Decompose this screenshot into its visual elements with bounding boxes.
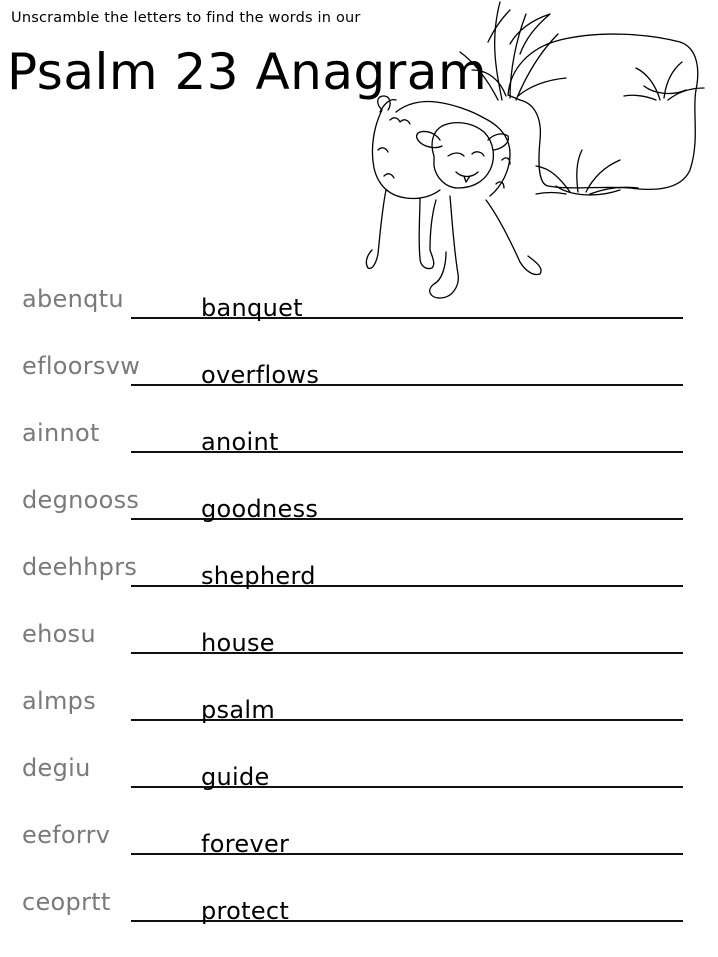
scrambled-word: almps (22, 687, 96, 715)
anagram-row (0, 553, 718, 620)
answer-word: forever (201, 830, 290, 858)
answer-word: protect (201, 897, 290, 925)
anagram-row (0, 754, 718, 821)
scrambled-word: deehhprs (22, 553, 138, 581)
scrambled-word: abenqtu (22, 285, 124, 313)
instruction-text: Unscramble the letters to find the words in our (11, 10, 361, 26)
scrambled-word: degnooss (22, 486, 140, 514)
scrambled-word: efloorsvw (22, 352, 141, 380)
anagram-row (0, 486, 718, 553)
answer-word: psalm (201, 696, 275, 724)
answer-word: overflows (201, 361, 320, 389)
anagram-row (0, 285, 718, 352)
scrambled-word: eeforrv (22, 821, 111, 849)
answer-word: house (201, 629, 275, 657)
answer-word: anoint (201, 428, 279, 456)
scrambled-word: degiu (22, 754, 91, 782)
answer-word: banquet (201, 294, 303, 322)
answer-word: goodness (201, 495, 319, 523)
scrambled-word: ehosu (22, 620, 96, 648)
anagram-row (0, 352, 718, 419)
anagram-row (0, 419, 718, 486)
anagram-row (0, 687, 718, 754)
scrambled-word: ainnot (22, 419, 100, 447)
page-title: Psalm 23 Anagram (7, 43, 488, 101)
answer-word: shepherd (201, 562, 316, 590)
anagram-row (0, 821, 718, 888)
anagram-row (0, 620, 718, 687)
answer-word: guide (201, 763, 270, 791)
anagram-row (0, 888, 718, 955)
scrambled-word: ceoprtt (22, 888, 111, 916)
